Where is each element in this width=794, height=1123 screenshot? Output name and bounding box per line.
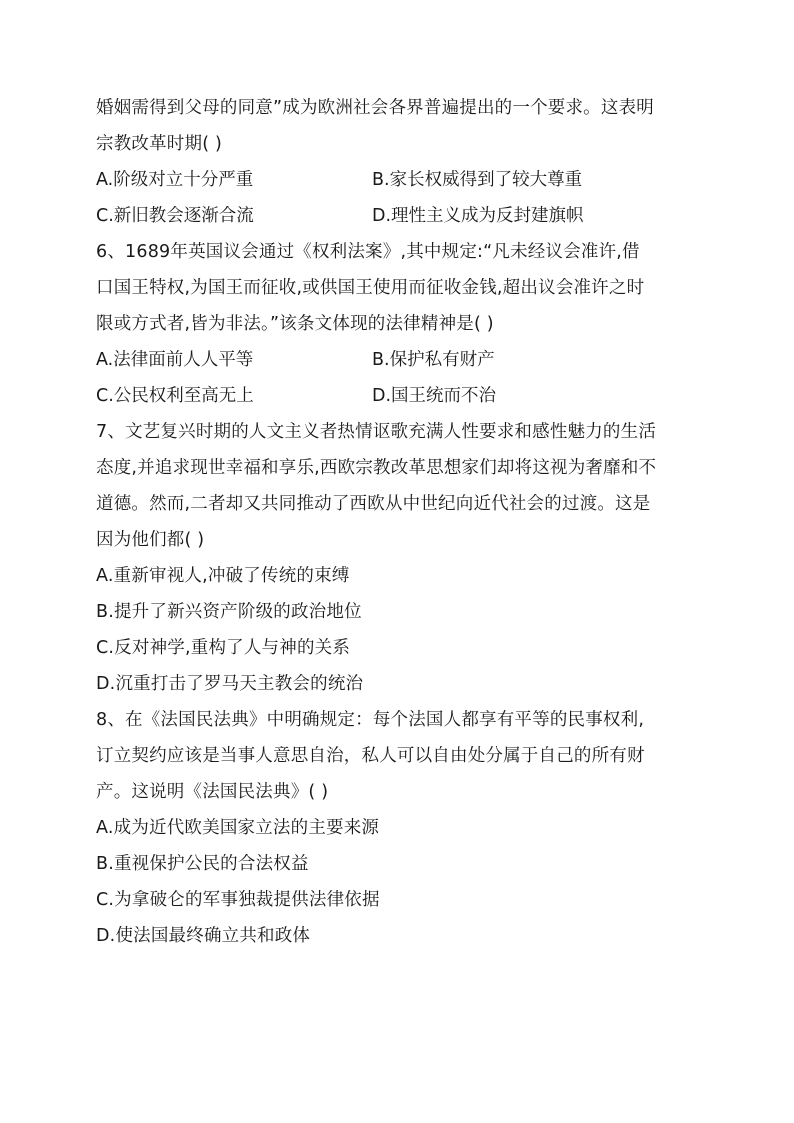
q7-stem-line-3: 道德。然而,二者却又共同推动了西欧从中世纪向近代社会的过渡。这是 [96,494,651,514]
q8-option-d: D.使法国最终确立共和政体 [96,926,311,946]
q8-option-c: C.为拿破仑的军事独裁提供法律依据 [96,890,380,910]
q8-option-b: B.重视保护公民的合法权益 [96,854,309,874]
q5-option-a: A.阶级对立十分严重 [96,170,254,190]
q6-stem-line-2: 口国王特权,为国王而征收,或供国王使用而征收金钱,超出议会准许之时 [96,278,645,298]
q7-option-a: A.重新审视人,冲破了传统的束缚 [96,566,350,586]
q7-stem-line-4: 因为他们都( ) [96,530,205,550]
q5-option-b: B.家长权威得到了较大尊重 [372,170,583,190]
q8-stem-line-1: 8、在《法国民法典》中明确规定：每个法国人都享有平等的民事权利, [96,710,645,730]
q7-stem-line-1: 7、文艺复兴时期的人文主义者热情讴歌充满人性要求和感性魅力的生活 [96,422,657,442]
q6-options-row-1 [96,342,702,378]
q8-stem-line-3: 产。这说明《法国民法典》( ) [96,782,329,802]
q5-stem-line-2: 宗教改革时期( ) [96,134,223,154]
q6-option-b: B.保护私有财产 [372,350,495,370]
q6-option-a: A.法律面前人人平等 [96,350,254,370]
q7-option-c: C.反对神学,重构了人与神的关系 [96,638,351,658]
q5-options-row-2 [96,198,702,234]
q6-stem-line-3: 限或方式者,皆为非法。”该条文体现的法律精神是( ) [96,314,494,334]
q7-stem-line-2: 态度,并追求现世幸福和享乐,西欧宗教改革思想家们却将这视为奢靡和不 [96,458,657,478]
q5-option-d: D.理性主义成为反封建旗帜 [372,206,584,226]
q5-stem-line-1: 婚姻需得到父母的同意”成为欧洲社会各界普遍提出的一个要求。这表明 [96,98,654,118]
q8-stem-line-2: 订立契约应该是当事人意思自治，私人可以自由处分属于自己的所有财 [96,746,645,766]
q7-option-d: D.沉重打击了罗马天主教会的统治 [96,674,364,694]
q6-options-row-2 [96,378,702,414]
q6-option-c: C.公民权利至高无上 [96,386,254,406]
q7-option-b: B.提升了新兴资产阶级的政治地位 [96,602,362,622]
q5-options-row-1 [96,162,702,198]
q6-stem-line-1: 6、1689年英国议会通过《权利法案》,其中规定:“凡未经议会准许,借 [96,242,640,262]
q8-option-a: A.成为近代欧美国家立法的主要来源 [96,818,380,838]
q5-option-c: C.新旧教会逐渐合流 [96,206,254,226]
q6-option-d: D.国王统而不治 [372,386,497,406]
document-page [96,90,702,954]
